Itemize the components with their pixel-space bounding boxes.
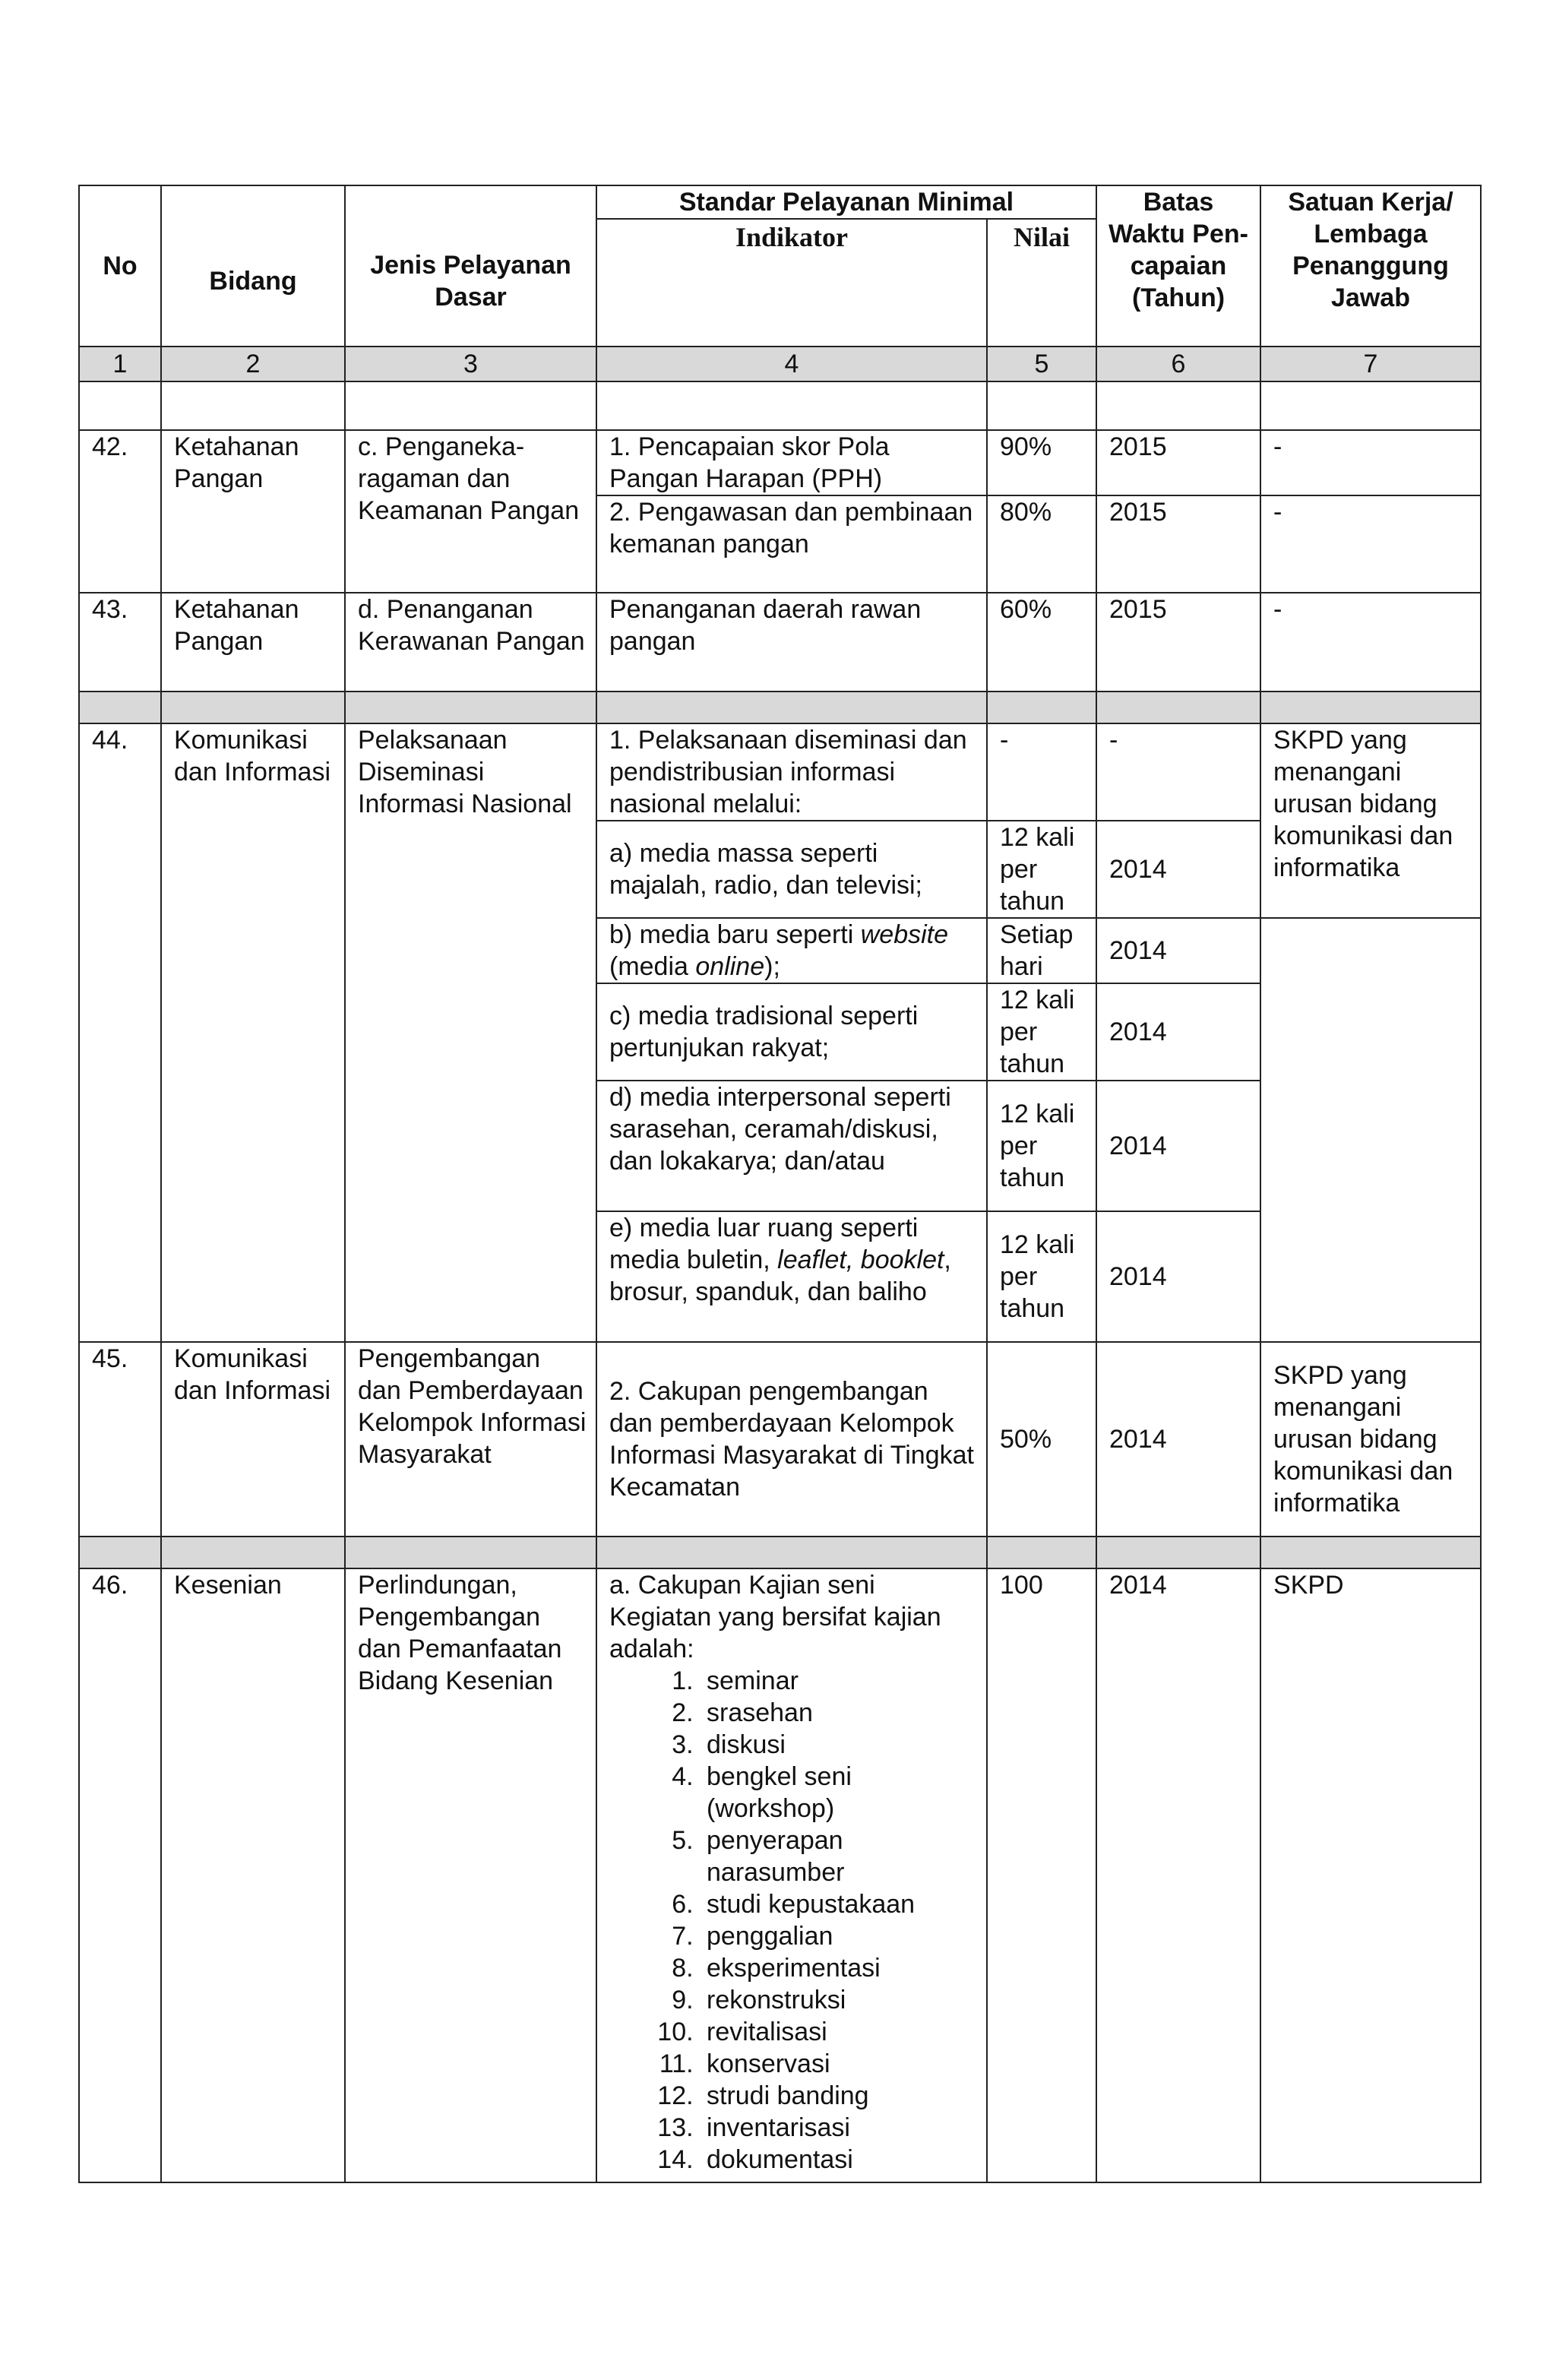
jenis-cell: d. Penanganan Kerawanan Pangan [345,593,596,692]
indikator-cell [596,918,987,983]
row-number: 43. [79,593,161,692]
indikator-cell: 2. Pengawasan dan pembinaan kemanan pangan [596,495,987,593]
list-item: 9. rekonstruksi [701,1984,977,2016]
indikator-cell: 1. Pencapaian skor Pola Pangan Harapan (PPH) [596,430,987,495]
list-item: 2. srasehan [701,1697,977,1729]
separator-cell [1096,1537,1260,1568]
indikator-cell [596,1211,987,1342]
col-number: 5 [987,347,1096,381]
bidang-cell: Komunikasi dan Informasi [161,723,345,1342]
list-item: 5. penyerapan narasumber [701,1825,977,1888]
text-segment: (media [609,952,696,981]
separator-cell [345,1537,596,1568]
nilai-cell: 100 [987,1568,1096,2182]
empty-cell [161,381,345,430]
col-number: 7 [1260,347,1481,381]
list-item: 4. bengkel seni (workshop) [701,1761,977,1825]
batas-cell: - [1096,723,1260,821]
satuan-cell: - [1260,495,1481,593]
batas-cell: 2015 [1096,430,1260,495]
separator-cell [161,692,345,723]
nilai-cell: 90% [987,430,1096,495]
bidang-cell: Komunikasi dan Informasi [161,1342,345,1537]
empty-cell [345,381,596,430]
batas-cell: 2014 [1096,1342,1260,1537]
header-satuan: Satuan Kerja/ Lembaga Penanggung Jawab [1260,185,1481,347]
header-spm: Standar Pelayanan Minimal [596,185,1096,219]
list-item: 10. revitalisasi [701,2016,977,2048]
bidang-cell: Ketahanan Pangan [161,430,345,593]
indikator-cell: c) media tradisional seperti pertunjukan rakyat; [596,983,987,1081]
batas-cell: 2014 [1096,821,1260,918]
table-row [79,1342,1481,1537]
row-number: 46. [79,1568,161,2182]
row-number: 45. [79,1342,161,1537]
satuan-cell: - [1260,593,1481,692]
row-number: 42. [79,430,161,593]
header-nilai: Nilai [987,219,1096,347]
empty-cell [1096,381,1260,430]
list-item: 11. konservasi [701,2048,977,2080]
batas-cell: 2014 [1096,1081,1260,1211]
text-segment: b) media baru seperti [609,920,861,949]
nilai-cell: 60% [987,593,1096,692]
list-item: 8. eksperimentasi [701,1952,977,1984]
bidang-cell: Ketahanan Pangan [161,593,345,692]
separator-cell [1260,1537,1481,1568]
table-row [79,1568,1481,2182]
separator-cell [345,692,596,723]
satuan-cell [1260,918,1481,1342]
nilai-cell: 12 kali per tahun [987,983,1096,1081]
separator-cell [596,692,987,723]
italic-term: website [860,920,949,949]
separator-cell [161,1537,345,1568]
separator-cell [79,1537,161,1568]
text-segment [853,1245,860,1274]
indikator-cell: d) media interpersonal seperti sarasehan, ceramah/diskusi, dan lokakarya; dan/atau [596,1081,987,1211]
empty-cell [596,381,987,430]
list-item: 3. diskusi [701,1729,977,1761]
separator-cell [79,692,161,723]
italic-term: online [695,952,765,981]
nilai-cell: - [987,723,1096,821]
kajian-list [609,1665,977,2176]
italic-term: booklet [860,1245,944,1274]
batas-cell: 2015 [1096,593,1260,692]
kajian-intro: a. Cakupan Kajian seni Kegiatan yang bersifat kajian adalah: [609,1571,941,1663]
separator-cell [1260,692,1481,723]
header-indikator: Indikator [596,219,987,347]
list-item: 1. seminar [701,1665,977,1697]
batas-cell: 2015 [1096,495,1260,593]
header-no: No [79,185,161,347]
header-bidang: Bidang [161,185,345,347]
separator-cell [1096,692,1260,723]
col-number: 4 [596,347,987,381]
list-item: 13. inventarisasi [701,2112,977,2144]
italic-term: leaflet, [777,1245,854,1274]
jenis-cell: Pengembangan dan Pemberdayaan Kelompok Informasi Masyarakat [345,1342,596,1537]
row-number: 44. [79,723,161,1342]
text-segment: , brosur, spanduk, dan baliho [609,1245,951,1306]
list-item: 14. dokumentasi [701,2144,977,2176]
col-number: 1 [79,347,161,381]
nilai-cell: 12 kali per tahun [987,1081,1096,1211]
bidang-cell: Kesenian [161,1568,345,2182]
satuan-cell: - [1260,430,1481,495]
empty-cell [1260,381,1481,430]
separator-cell [987,1537,1096,1568]
table-row [79,593,1481,692]
batas-cell: 2014 [1096,918,1260,983]
table-row [79,723,1481,821]
empty-cell [79,381,161,430]
indikator-cell: a) media massa seperti majalah, radio, dan televisi; [596,821,987,918]
table-row [79,430,1481,495]
header-batas: Batas Waktu Pen-capaian (Tahun) [1096,185,1260,347]
list-item: 12. strudi banding [701,2080,977,2112]
nilai-cell: 50% [987,1342,1096,1537]
text-segment: ); [764,952,780,981]
nilai-cell: 12 kali per tahun [987,821,1096,918]
separator-cell [987,692,1096,723]
indikator-cell: 2. Cakupan pengembangan dan pemberdayaan Kelompok Informasi Masyarakat di Tingkat Kecamatan [596,1342,987,1537]
indikator-cell: 1. Pelaksanaan diseminasi dan pendistribusian informasi nasional melalui: [596,723,987,821]
jenis-cell: Perlindungan, Pengembangan dan Pemanfaatan Bidang Kesenian [345,1568,596,2182]
nilai-cell: 80% [987,495,1096,593]
header-jenis: Jenis Pelayanan Dasar [345,185,596,347]
batas-cell: 2014 [1096,983,1260,1081]
indikator-cell [596,1568,987,2182]
col-number: 6 [1096,347,1260,381]
nilai-cell: Setiap hari [987,918,1096,983]
empty-cell [987,381,1096,430]
nilai-cell: 12 kali per tahun [987,1211,1096,1342]
col-number: 2 [161,347,345,381]
list-item: 6. studi kepustakaan [701,1888,977,1920]
batas-cell: 2014 [1096,1211,1260,1342]
satuan-cell: SKPD yang menangani urusan bidang komunikasi dan informatika [1260,723,1481,918]
batas-cell: 2014 [1096,1568,1260,2182]
text-segment: e) media luar ruang seperti media buletin, [609,1214,919,1274]
satuan-cell: SKPD yang menangani urusan bidang komunikasi dan informatika [1260,1342,1481,1537]
col-number: 3 [345,347,596,381]
indikator-cell: Penanganan daerah rawan pangan [596,593,987,692]
separator-cell [596,1537,987,1568]
jenis-cell: c. Penganeka-ragaman dan Keamanan Pangan [345,430,596,593]
satuan-cell: SKPD [1260,1568,1481,2182]
jenis-cell: Pelaksanaan Diseminasi Informasi Nasional [345,723,596,1342]
spm-table [78,185,1482,2183]
list-item: 7. penggalian [701,1920,977,1952]
